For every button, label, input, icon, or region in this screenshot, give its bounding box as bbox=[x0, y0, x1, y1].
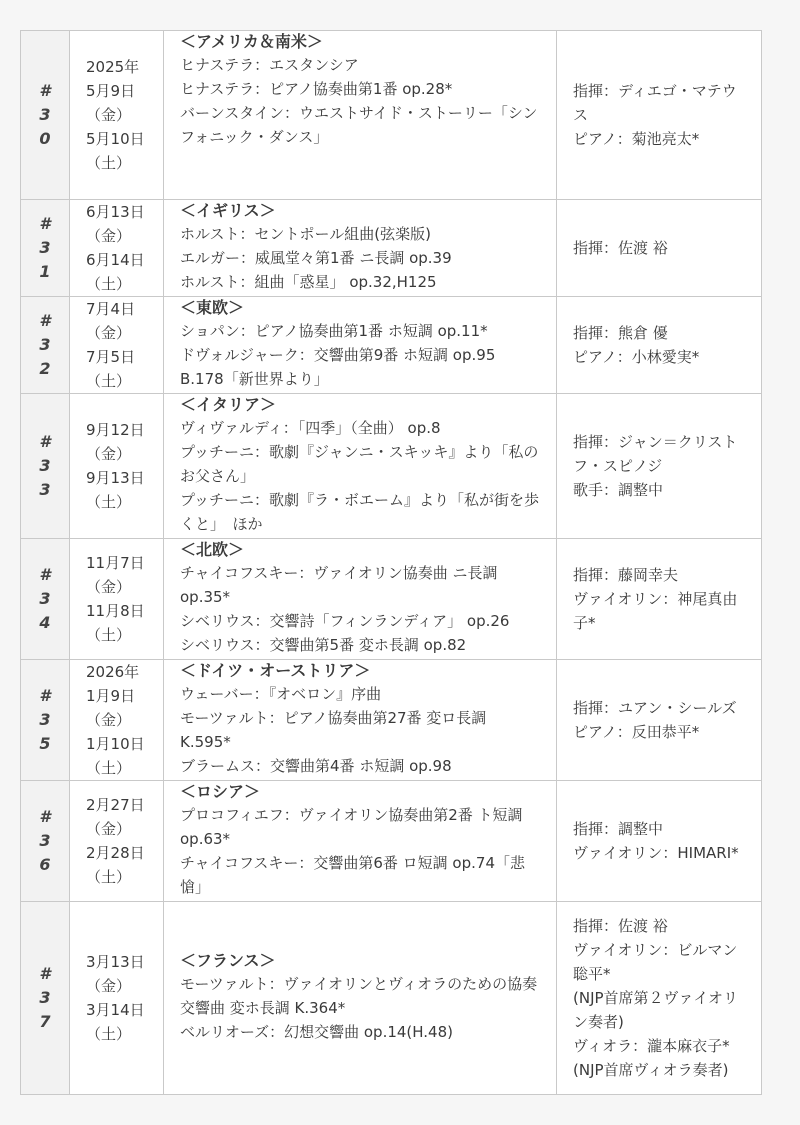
concert-row bbox=[21, 781, 762, 902]
concert-date-line: 5月10日 bbox=[86, 130, 145, 148]
performer-line: (NJP首席ヴィオラ奏者) bbox=[573, 1061, 729, 1079]
performer-line: ヴァイオリン：神尾真由子* bbox=[573, 590, 738, 632]
performer-line: 指揮：藤岡幸夫 bbox=[573, 566, 679, 584]
concert-row bbox=[21, 31, 762, 200]
concert-number-char: 3 bbox=[39, 480, 51, 499]
concert-performers bbox=[557, 902, 762, 1095]
concert-program bbox=[164, 297, 557, 394]
concert-row bbox=[21, 660, 762, 781]
concert-number bbox=[21, 660, 70, 781]
concert-date-line: 2026年 bbox=[86, 663, 140, 681]
concert-date-line: （金） bbox=[86, 324, 132, 342]
program-piece: バーンスタイン：ウエストサイド・ストーリー「シンフォニック・ダンス」 bbox=[180, 104, 538, 146]
concert-number-char: 3 bbox=[39, 238, 51, 257]
performer-line: ヴァイオリン：HIMARI* bbox=[573, 844, 739, 862]
program-piece: チャイコフスキー：ヴァイオリン協奏曲 ニ長調 op.35* bbox=[180, 564, 498, 606]
concert-program bbox=[164, 660, 557, 781]
concert-date-line: 9月12日 bbox=[86, 421, 145, 439]
concert-number-char: 7 bbox=[39, 1012, 51, 1031]
performer-line: ピアノ：反田恭平* bbox=[573, 723, 700, 741]
concert-program bbox=[164, 781, 557, 902]
concert-dates bbox=[70, 902, 164, 1095]
concert-performers bbox=[557, 781, 762, 902]
concert-program bbox=[164, 31, 557, 200]
concert-dates bbox=[70, 539, 164, 660]
concert-schedule-table bbox=[20, 30, 762, 1095]
concert-date-line: （金） bbox=[86, 227, 132, 245]
concert-number-char: 3 bbox=[39, 831, 51, 850]
concert-number-char: 5 bbox=[39, 734, 51, 753]
concert-date-line: （金） bbox=[86, 711, 132, 729]
concert-number-char: 3 bbox=[39, 988, 51, 1007]
concert-number-char: 6 bbox=[39, 855, 51, 874]
concert-date-line: （金） bbox=[86, 977, 132, 995]
concert-schedule-body bbox=[21, 31, 762, 1095]
concert-dates bbox=[70, 660, 164, 781]
concert-date-line: （金） bbox=[86, 820, 132, 838]
concert-program bbox=[164, 394, 557, 539]
concert-performers bbox=[557, 539, 762, 660]
program-region-heading: ＜イギリス＞ bbox=[180, 201, 276, 220]
concert-number bbox=[21, 297, 70, 394]
program-piece: ヴィヴァルディ：「四季」（全曲） op.8 bbox=[180, 419, 441, 437]
program-region-heading: ＜イタリア＞ bbox=[180, 395, 277, 414]
concert-program bbox=[164, 902, 557, 1095]
performer-line: 指揮：熊倉 優 bbox=[573, 324, 668, 342]
program-region-heading: ＜アメリカ＆南米＞ bbox=[180, 32, 323, 51]
concert-date-line: （土） bbox=[86, 372, 132, 390]
concert-date-line: （土） bbox=[86, 493, 132, 511]
program-piece: ウェーバー：『オベロン』序曲 bbox=[180, 685, 382, 703]
concert-date-line: 2月28日 bbox=[86, 844, 145, 862]
program-piece: エルガー：威風堂々第1番 ニ長調 op.39 bbox=[180, 249, 452, 267]
concert-date-line: 5月9日 bbox=[86, 82, 136, 100]
concert-number bbox=[21, 394, 70, 539]
concert-performers bbox=[557, 31, 762, 200]
concert-dates bbox=[70, 394, 164, 539]
concert-number-char: 3 bbox=[39, 589, 51, 608]
concert-dates bbox=[70, 31, 164, 200]
program-region-heading: ＜ロシア＞ bbox=[180, 782, 261, 801]
program-piece: ベルリオーズ：幻想交響曲 op.14(H.48) bbox=[180, 1023, 453, 1041]
concert-date-line: 11月8日 bbox=[86, 602, 145, 620]
performer-line: 指揮：ジャン＝クリストフ・スピノジ bbox=[573, 433, 738, 475]
concert-date-line: 2025年 bbox=[86, 58, 140, 76]
concert-number-char: # bbox=[39, 565, 51, 584]
concert-date-line: 2月27日 bbox=[86, 796, 145, 814]
concert-number-char: # bbox=[39, 686, 51, 705]
program-piece: ショパン：ピアノ協奏曲第1番 ホ短調 op.11* bbox=[180, 322, 488, 340]
program-piece: ヒナステラ：ピアノ協奏曲第1番 op.28* bbox=[180, 80, 453, 98]
concert-number bbox=[21, 200, 70, 297]
concert-dates bbox=[70, 297, 164, 394]
concert-number-char: # bbox=[39, 81, 51, 100]
concert-date-line: 9月13日 bbox=[86, 469, 145, 487]
concert-number-char: 3 bbox=[39, 456, 51, 475]
program-region-heading: ＜フランス＞ bbox=[180, 951, 276, 970]
program-piece: プッチーニ：歌劇『ラ・ボエーム』より「私が街を歩くと」 ほか bbox=[180, 491, 539, 533]
concert-number-char: 1 bbox=[39, 262, 51, 281]
concert-date-line: 7月5日 bbox=[86, 348, 136, 366]
program-region-heading: ＜ドイツ・オーストリア＞ bbox=[180, 661, 371, 680]
concert-program bbox=[164, 200, 557, 297]
program-piece: ホルスト：組曲「惑星」 op.32,H125 bbox=[180, 273, 437, 291]
program-piece: モーツァルト：ピアノ協奏曲第27番 変ロ長調 K.595* bbox=[180, 709, 487, 751]
performer-line: 指揮：佐渡 裕 bbox=[573, 239, 668, 257]
performer-line: 指揮：佐渡 裕 bbox=[573, 917, 668, 935]
concert-date-line: 3月14日 bbox=[86, 1001, 145, 1019]
performer-line: 歌手：調整中 bbox=[573, 481, 664, 499]
concert-date-line: （土） bbox=[86, 154, 132, 172]
concert-row bbox=[21, 394, 762, 539]
concert-date-line: 7月4日 bbox=[86, 300, 136, 318]
concert-date-line: 6月13日 bbox=[86, 203, 145, 221]
performer-line: ピアノ：菊池亮太* bbox=[573, 130, 700, 148]
concert-date-line: （土） bbox=[86, 759, 132, 777]
concert-row bbox=[21, 200, 762, 297]
concert-performers bbox=[557, 297, 762, 394]
concert-number-char: 2 bbox=[39, 359, 51, 378]
concert-number bbox=[21, 539, 70, 660]
concert-number-char: 3 bbox=[39, 105, 51, 124]
concert-number-char: # bbox=[39, 214, 51, 233]
concert-number-char: 4 bbox=[39, 613, 51, 632]
program-region-heading: ＜北欧＞ bbox=[180, 540, 245, 559]
concert-row bbox=[21, 539, 762, 660]
concert-number bbox=[21, 31, 70, 200]
concert-performers bbox=[557, 660, 762, 781]
program-piece: シベリウス：交響曲第5番 変ホ長調 op.82 bbox=[180, 636, 467, 654]
concert-number-char: # bbox=[39, 432, 51, 451]
concert-number-char: # bbox=[39, 964, 51, 983]
performer-line: 指揮：ディエゴ・マテウス bbox=[573, 82, 737, 124]
concert-date-line: （土） bbox=[86, 868, 132, 886]
program-piece: プロコフィエフ：ヴァイオリン協奏曲第2番 ト短調 op.63* bbox=[180, 806, 523, 848]
program-piece: ブラームス：交響曲第4番 ホ短調 op.98 bbox=[180, 757, 452, 775]
concert-date-line: 3月13日 bbox=[86, 953, 145, 971]
concert-date-line: 1月10日 bbox=[86, 735, 145, 753]
performer-line: ヴィオラ：瀧本麻衣子* bbox=[573, 1037, 730, 1055]
concert-date-line: 6月14日 bbox=[86, 251, 145, 269]
concert-number-char: 0 bbox=[39, 129, 51, 148]
concert-schedule-table-wrap bbox=[20, 30, 762, 1095]
concert-performers bbox=[557, 200, 762, 297]
concert-row bbox=[21, 902, 762, 1095]
concert-number bbox=[21, 902, 70, 1095]
concert-number-char: # bbox=[39, 807, 51, 826]
concert-date-line: （金） bbox=[86, 445, 132, 463]
performer-line: 指揮：調整中 bbox=[573, 820, 664, 838]
program-piece: シベリウス：交響詩「フィンランディア」 op.26 bbox=[180, 612, 510, 630]
performer-line: 指揮：ユアン・シールズ bbox=[573, 699, 737, 717]
concert-dates bbox=[70, 200, 164, 297]
concert-number bbox=[21, 781, 70, 902]
concert-date-line: （土） bbox=[86, 1025, 132, 1043]
concert-date-line: （土） bbox=[86, 626, 132, 644]
program-piece: プッチーニ：歌劇『ジャンニ・スキッキ』より「私のお父さん」 bbox=[180, 443, 539, 485]
concert-number-char: # bbox=[39, 311, 51, 330]
performer-line: ピアノ：小林愛実* bbox=[573, 348, 700, 366]
concert-dates bbox=[70, 781, 164, 902]
concert-number-char: 3 bbox=[39, 335, 51, 354]
program-piece: チャイコフスキー：交響曲第6番 ロ短調 op.74「悲愴」 bbox=[180, 854, 525, 896]
concert-number-char: 3 bbox=[39, 710, 51, 729]
program-piece: ドヴォルジャーク：交響曲第9番 ホ短調 op.95 B.178「新世界より」 bbox=[180, 346, 496, 388]
performer-line: (NJP首席第２ヴァイオリン奏者) bbox=[573, 989, 738, 1031]
program-region-heading: ＜東欧＞ bbox=[180, 298, 245, 317]
program-piece: ホルスト：セントポール組曲(弦楽版) bbox=[180, 225, 431, 243]
concert-date-line: （土） bbox=[86, 275, 132, 293]
concert-date-line: 11月7日 bbox=[86, 554, 145, 572]
concert-date-line: （金） bbox=[86, 578, 132, 596]
program-piece: ヒナステラ：エスタンシア bbox=[180, 56, 359, 74]
concert-program bbox=[164, 539, 557, 660]
concert-date-line: （金） bbox=[86, 106, 132, 124]
concert-date-line: 1月9日 bbox=[86, 687, 136, 705]
performer-line: ヴァイオリン：ビルマン聡平* bbox=[573, 941, 738, 983]
program-piece: モーツァルト：ヴァイオリンとヴィオラのための協奏交響曲 変ホ長調 K.364* bbox=[180, 975, 538, 1017]
concert-row bbox=[21, 297, 762, 394]
concert-performers bbox=[557, 394, 762, 539]
